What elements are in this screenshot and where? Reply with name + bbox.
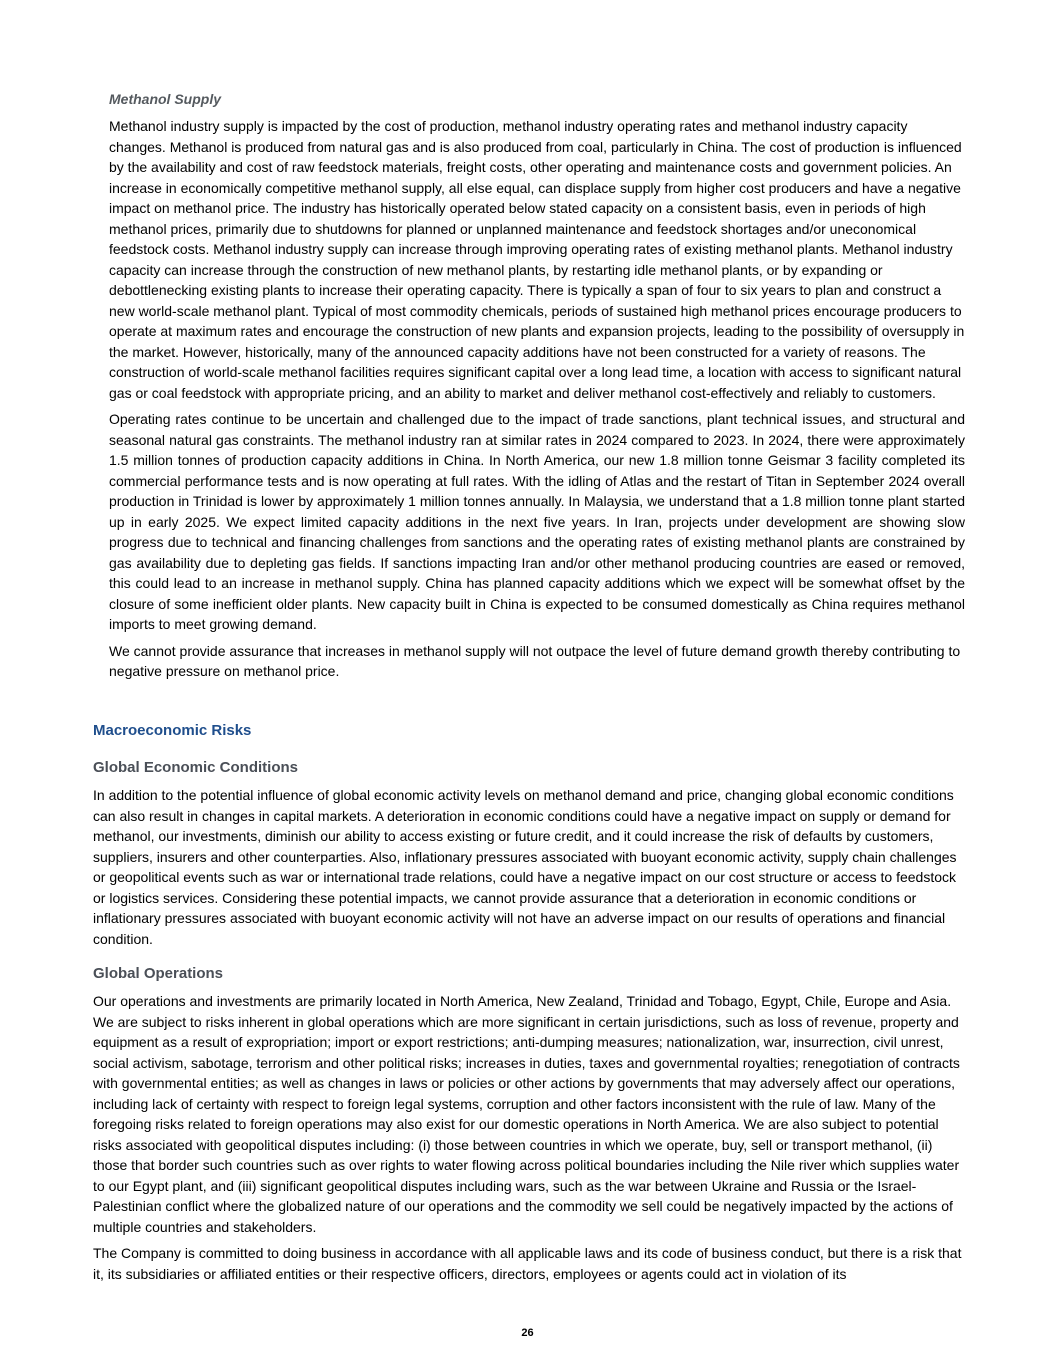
- global-operations-heading: Global Operations: [93, 965, 224, 982]
- global-operations-section: [93, 964, 965, 1290]
- methanol-supply-paragraph-2: Operating rates continue to be uncertain and challenged due to the impact of trade sanctions, plant technical issues, and structural and seasonal natural gas constraints. The methanol industry ran at similar rates in 2024 compared to 2023. In 2024, there were approximately 1.5 million tonnes of production capacity additions in China. In North America, our new 1.8 million tonne Geismar 3 facility completed its commercial performance tests and is now operating at full rates. With the idling of Atlas and the restart of Titan in September 2024 overall production in Trinidad is lower by approximately 1 million tonnes annually. In Malaysia, we understand that a 1.8 million tonne plant started up in early 2025. We expect limited capacity additions in the next five years. In Iran, projects under development are showing slow progress due to technical and financing challenges from sanctions and the operating rates of existing methanol plants are constrained by gas availability due to depleting gas fields. If sanctions impacting Iran and/or other methanol producing countries are eased or removed, this could lead to an increase in methanol supply. China has planned capacity additions which we expect will be somewhat offset by the closure of some inefficient older plants. New capacity built in China is expected to be consumed domestically as China requires methanol imports to meet growing demand.: [109, 411, 965, 632]
- methanol-supply-section: [109, 89, 965, 688]
- methanol-supply-paragraph-3: We cannot provide assurance that increases in methanol supply will not outpace the level of future demand growth thereby contributing to negative pressure on methanol price.: [109, 642, 961, 679]
- methanol-supply-heading: Methanol Supply: [109, 91, 221, 107]
- global-economic-conditions-heading: Global Economic Conditions: [93, 759, 299, 776]
- methanol-supply-paragraph-1: Methanol industry supply is impacted by the cost of production, methanol industry operating rates and methanol industry capacity changes. Methanol is produced from natural gas and is also produced from coal, particularly in China. The cost of production is influenced by the availability and cost of raw feedstock materials, freight costs, other operating and maintenance costs and government policies. An increase in economically competitive methanol supply, all else equal, can displace supply from higher cost producers and have a negative impact on methanol price. The industry has historically operated below stated capacity on a consistent basis, even in periods of high methanol prices, primarily due to shutdowns for planned or unplanned maintenance and feedstock shortages and/or uneconomical feedstock costs. Methanol industry supply can increase through improving operating rates of existing methanol plants. Methanol industry capacity can increase through the construction of new methanol plants, by restarting idle methanol plants, or by expanding or debottlenecking existing plants to increase their operating capacity. There is typically a span of four to six years to plan and construct a new world-scale methanol plant. Typical of most commodity chemicals, periods of sustained high methanol prices encourage producers to operate at maximum rates and encourage the construction of new plants and expansion projects, leading to the possibility of oversupply in the market. However, historically, many of the announced capacity additions have not been constructed for a variety of reasons. The construction of world-scale methanol facilities requires significant capital over a long lead time, a location with access to significant natural gas or coal feedstock with appropriate pricing, and an ability to market and deliver methanol cost-effectively and reliably to customers.: [109, 118, 965, 401]
- page-number: 26: [521, 1327, 534, 1339]
- global-operations-paragraph-1: Our operations and investments are primarily located in North America, New Zealand, Trinidad and Tobago, Egypt, Chile, Europe and Asia. We are subject to risks inherent in global operations which are more significant in certain jurisdictions, such as loss of revenue, property and equipment as a result of expropriation; import or export restrictions; anti-dumping measures; nationalization, war, insurrection, civil unrest, social activism, sabotage, terrorism and other political risks; increases in duties, taxes and governmental royalties; renegotiation of contracts with governmental entities; as well as changes in laws or policies or other actions by governments that may adversely affect our operations, including lack of certainty with respect to foreign legal systems, corruption and other factors inconsistent with the rule of law. Many of the foregoing risks related to foreign operations may also exist for our domestic operations in North America. We are also subject to potential risks associated with geopolitical disputes including: (i) those between countries in which we operate, buy, sell or transport methanol, (ii) those that border such countries such as over rights to water flowing across political boundaries including the Nile river which supplies water to our Egypt plant, and (iii) significant geopolitical disputes including wars, such as the war between Ukraine and Russia or the Israel-Palestinian conflict where the globalized nature of our operations and the commodity we sell could be negatively impacted by the actions of multiple countries and stakeholders.: [93, 993, 960, 1235]
- macroeconomic-risks-section: [93, 721, 965, 741]
- macroeconomic-risks-heading: Macroeconomic Risks: [93, 722, 252, 739]
- global-economic-conditions-paragraph: In addition to the potential influence of global economic activity levels on methanol demand and price, changing global economic conditions can also result in changes in capital markets. A deterioration in economic conditions could have a negative impact on supply or demand for methanol, our investments, diminish our ability to access existing or future credit, and it could increase the risk of defaults by customers, suppliers, insurers and other counterparties. Also, inflationary pressures associated with buoyant economic activity, supply chain challenges or geopolitical events such as war or international trade relations, could have a negative impact on our cost structure or access to feedstock or logistics services. Considering these potential impacts, we cannot provide assurance that a deterioration in economic conditions or inflationary pressures associated with buoyant economic activity will not have an adverse impact on our results of operations and financial condition.: [93, 787, 957, 947]
- global-operations-paragraph-2: The Company is committed to doing business in accordance with all applicable laws and its code of business conduct, but there is a risk that it, its subsidiaries or affiliated entities or their respective officers, directors, employees or agents could act in violation of its: [93, 1245, 962, 1282]
- global-economic-conditions-section: [93, 758, 965, 955]
